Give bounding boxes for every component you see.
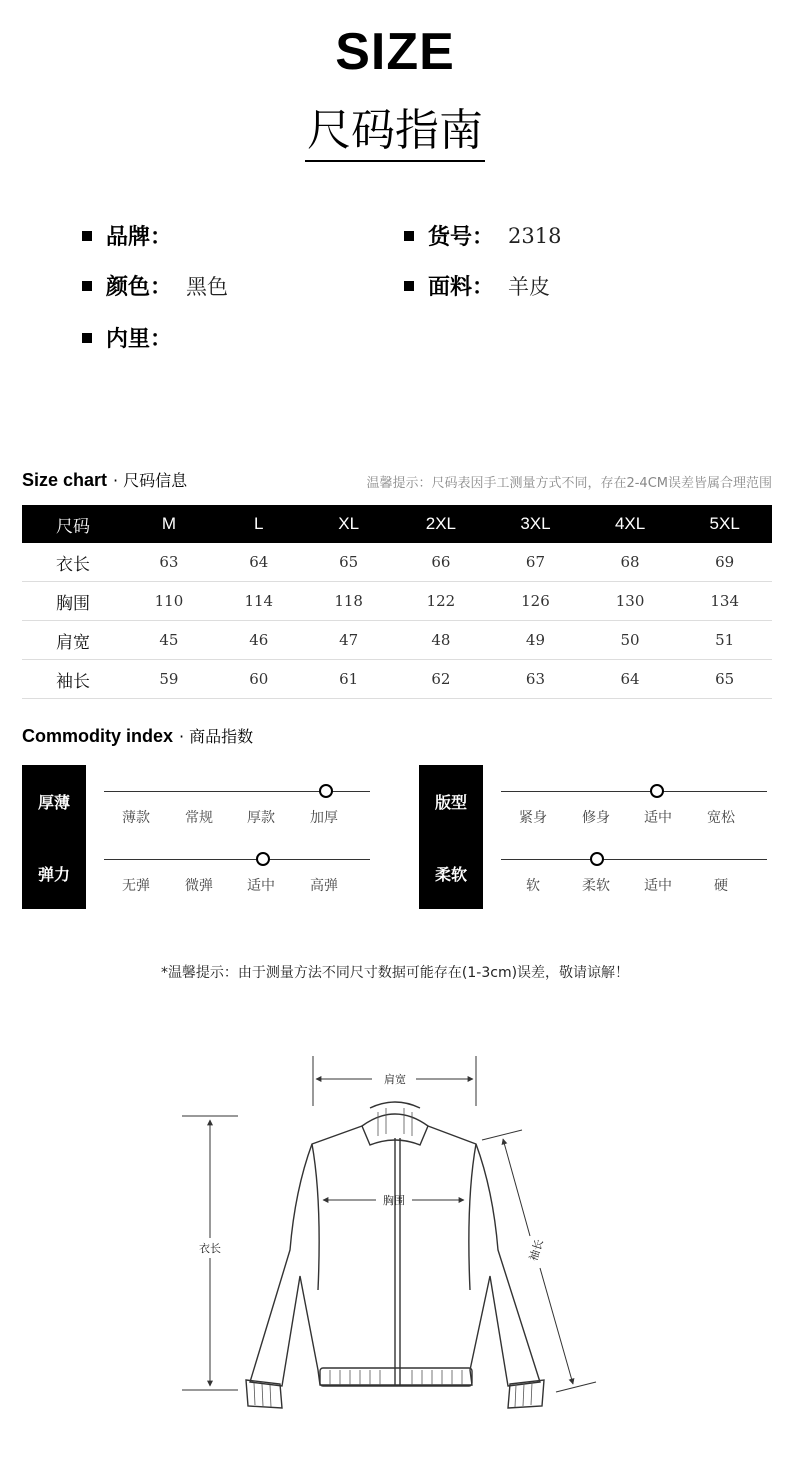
index-option: 硬	[714, 878, 728, 894]
size-table	[22, 505, 772, 699]
bullet-square-icon	[82, 281, 92, 291]
bullet-square-icon	[404, 231, 414, 241]
row-name: 胸围	[22, 582, 124, 621]
size-chart-title-en: Size chart	[22, 470, 108, 490]
page-title-cn-text: 尺码指南	[305, 94, 485, 162]
table-row	[22, 660, 772, 699]
index-scale-line	[501, 791, 767, 792]
table-cell: 66	[394, 543, 489, 582]
table-cell: 114	[214, 582, 304, 621]
item-no-value: 2318	[508, 223, 562, 248]
index-option: 修身	[582, 810, 610, 826]
index-option: 紧身	[519, 810, 547, 826]
item-no-label: 货号：	[428, 225, 495, 250]
brand-label: 品牌：	[106, 225, 173, 250]
rib-texture	[254, 1108, 532, 1407]
row-name: 肩宽	[22, 621, 124, 660]
index-option: 适中	[644, 810, 672, 826]
size-chart-tip: 温馨提示：尺码表因手工测量方式不同，存在2-4CM误差皆属合理范围	[366, 476, 772, 491]
index-scale-line	[501, 859, 767, 860]
jacket-measurement-diagram	[0, 1040, 790, 1450]
color-info	[82, 270, 228, 301]
table-cell: 122	[394, 582, 489, 621]
jacket-outline-icon	[246, 1102, 547, 1408]
table-cell: 65	[677, 660, 772, 699]
size-chart-title	[22, 468, 187, 491]
table-cell: 59	[124, 660, 214, 699]
bullet-square-icon	[82, 333, 92, 343]
lining-label: 内里：	[106, 327, 173, 352]
table-cell: 45	[124, 621, 214, 660]
index-label-elasticity: 弹力	[22, 837, 86, 909]
table-row	[22, 582, 772, 621]
table-cell: 118	[304, 582, 394, 621]
row-name: 衣长	[22, 543, 124, 582]
page-title-cn	[0, 94, 790, 162]
warm-tip: *温馨提示：由于测量方法不同尺寸数据可能存在(1-3cm)误差，敬请谅解！	[160, 965, 630, 981]
index-option: 适中	[247, 878, 275, 894]
index-label-thickness: 厚薄	[22, 765, 86, 837]
size-header-cell: 尺码	[22, 505, 124, 543]
table-cell: 69	[677, 543, 772, 582]
size-header-cell: XL	[304, 505, 394, 543]
size-header-cell: 4XL	[583, 505, 678, 543]
item-no-info	[404, 220, 561, 251]
index-option: 微弹	[185, 878, 213, 894]
size-header-cell: 2XL	[394, 505, 489, 543]
table-cell: 64	[583, 660, 678, 699]
table-cell: 49	[488, 621, 583, 660]
index-option: 高弹	[310, 878, 338, 894]
size-header-cell: 5XL	[677, 505, 772, 543]
table-cell: 63	[488, 660, 583, 699]
page-title-en: SIZE	[335, 23, 455, 81]
table-cell: 48	[394, 621, 489, 660]
size-header-cell: L	[214, 505, 304, 543]
table-cell: 60	[214, 660, 304, 699]
bullet-square-icon	[82, 231, 92, 241]
color-label: 颜色：	[106, 275, 173, 300]
table-cell: 64	[214, 543, 304, 582]
table-cell: 61	[304, 660, 394, 699]
index-option: 适中	[644, 878, 672, 894]
size-header-cell: 3XL	[488, 505, 583, 543]
index-marker-icon	[256, 852, 270, 866]
size-header-cell: M	[124, 505, 214, 543]
table-cell: 47	[304, 621, 394, 660]
size-chart-title-cn: · 尺码信息	[112, 471, 188, 490]
table-cell: 46	[214, 621, 304, 660]
brand-info	[82, 220, 186, 251]
table-cell: 63	[124, 543, 214, 582]
fabric-label: 面料：	[428, 275, 495, 300]
index-block-left	[22, 765, 377, 909]
index-option: 加厚	[310, 810, 338, 826]
length-label: 衣长	[199, 1242, 221, 1255]
commodity-index-title-en: Commodity index	[22, 726, 174, 746]
table-row	[22, 621, 772, 660]
index-label-softness: 柔软	[419, 837, 483, 909]
bullet-square-icon	[404, 281, 414, 291]
table-cell: 134	[677, 582, 772, 621]
fabric-value: 羊皮	[508, 274, 551, 299]
index-option: 柔软	[582, 878, 610, 894]
table-cell: 126	[488, 582, 583, 621]
commodity-index-title	[22, 724, 253, 747]
chest-label: 胸围	[383, 1194, 405, 1207]
index-scale-line	[104, 859, 370, 860]
index-option: 常规	[185, 810, 213, 826]
sleeve-label: 袖长	[526, 1237, 547, 1263]
table-cell: 67	[488, 543, 583, 582]
index-marker-icon	[590, 852, 604, 866]
index-option: 无弹	[122, 878, 150, 894]
index-label-fit: 版型	[419, 765, 483, 837]
table-cell: 130	[583, 582, 678, 621]
index-marker-icon	[319, 784, 333, 798]
table-cell: 110	[124, 582, 214, 621]
index-option: 宽松	[707, 810, 735, 826]
index-marker-icon	[650, 784, 664, 798]
index-block-right	[419, 765, 774, 909]
size-table-header-row	[22, 505, 772, 543]
color-value: 黑色	[186, 274, 229, 299]
table-cell: 62	[394, 660, 489, 699]
index-option: 薄款	[122, 810, 150, 826]
table-cell: 68	[583, 543, 678, 582]
fabric-info	[404, 270, 550, 301]
shoulder-label: 肩宽	[384, 1073, 406, 1086]
row-name: 袖长	[22, 660, 124, 699]
index-option: 厚款	[247, 810, 275, 826]
table-cell: 65	[304, 543, 394, 582]
table-cell: 50	[583, 621, 678, 660]
table-cell: 51	[677, 621, 772, 660]
commodity-index-title-cn: · 商品指数	[178, 727, 254, 746]
table-row	[22, 543, 772, 582]
index-option: 软	[526, 878, 540, 894]
lining-info	[82, 322, 186, 353]
